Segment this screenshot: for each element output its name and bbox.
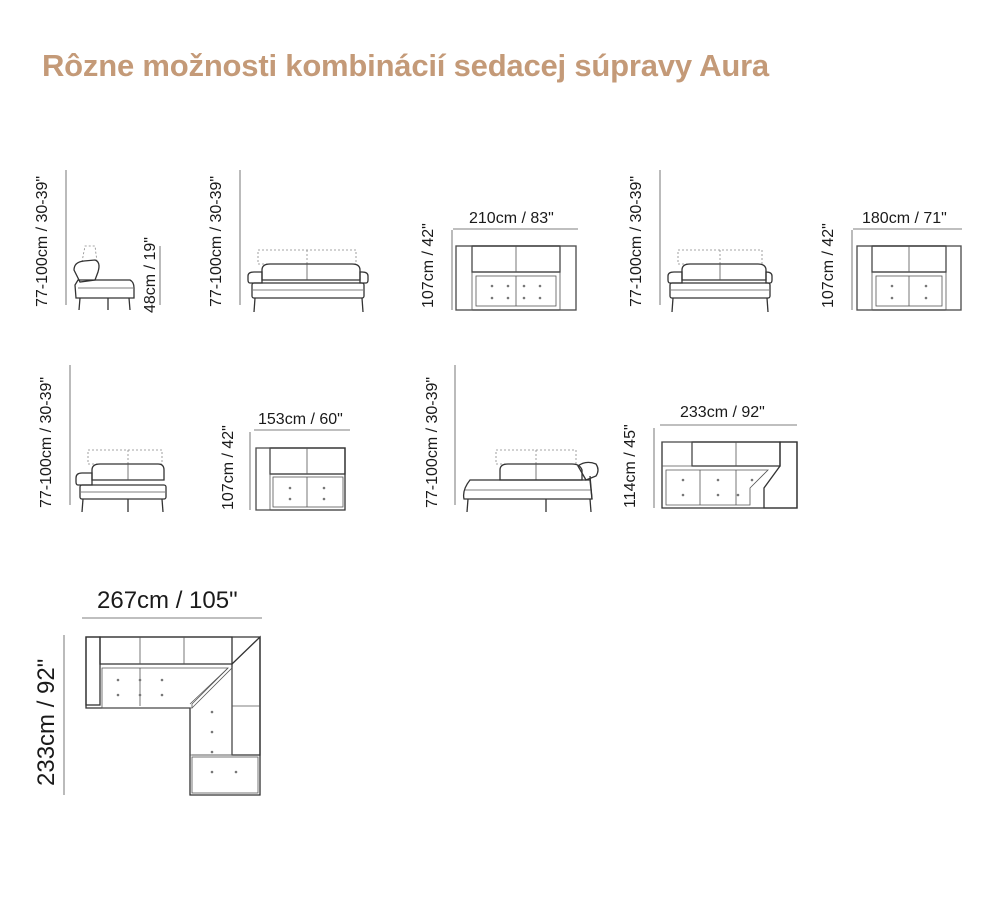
armchair-side-drawing (66, 170, 160, 310)
sofa-arm-left-top-drawing (250, 430, 350, 510)
sofa-large-width-label: 210cm / 83" (469, 210, 554, 227)
sofa-large-height-label: 77-100cm / 30-39" (208, 175, 225, 307)
sofa-arm-left-depth-label: 107cm / 42" (220, 425, 237, 510)
corner-width-label: 267cm / 105" (97, 587, 238, 614)
corner-top-drawing (64, 618, 262, 795)
sofa-arm-left-width-label: 153cm / 60" (258, 411, 343, 428)
sofa-arm-left-front-drawing (70, 365, 166, 512)
sofa-large-top-drawing (452, 229, 578, 310)
armchair-seat-height-label: 48cm / 19" (142, 237, 159, 313)
sofa-medium-width-label: 180cm / 71" (862, 210, 947, 227)
sofa-large-front-drawing (240, 170, 368, 312)
chaise-depth-label: 114cm / 45" (622, 424, 639, 508)
chaise-width-label: 233cm / 92" (680, 404, 765, 421)
chaise-height-label: 77-100cm / 30-39" (424, 376, 441, 508)
sofa-medium-depth-label: 107cm / 42" (820, 223, 837, 308)
sofa-medium-front-drawing (660, 170, 772, 312)
armchair-height-label: 77-100cm / 30-39" (34, 175, 51, 307)
sofa-medium-top-drawing (852, 229, 962, 310)
chaise-top-drawing (654, 425, 797, 508)
corner-depth-label: 233cm / 92" (33, 658, 60, 786)
sofa-medium-height-label: 77-100cm / 30-39" (628, 175, 645, 307)
sofa-large-depth-label: 107cm / 42" (420, 223, 437, 308)
chaise-front-drawing (455, 365, 598, 512)
sofa-arm-left-height-label: 77-100cm / 30-39" (38, 376, 55, 508)
page-title: Rôzne možnosti kombinácií sedacej súpravy Aura (42, 48, 769, 83)
